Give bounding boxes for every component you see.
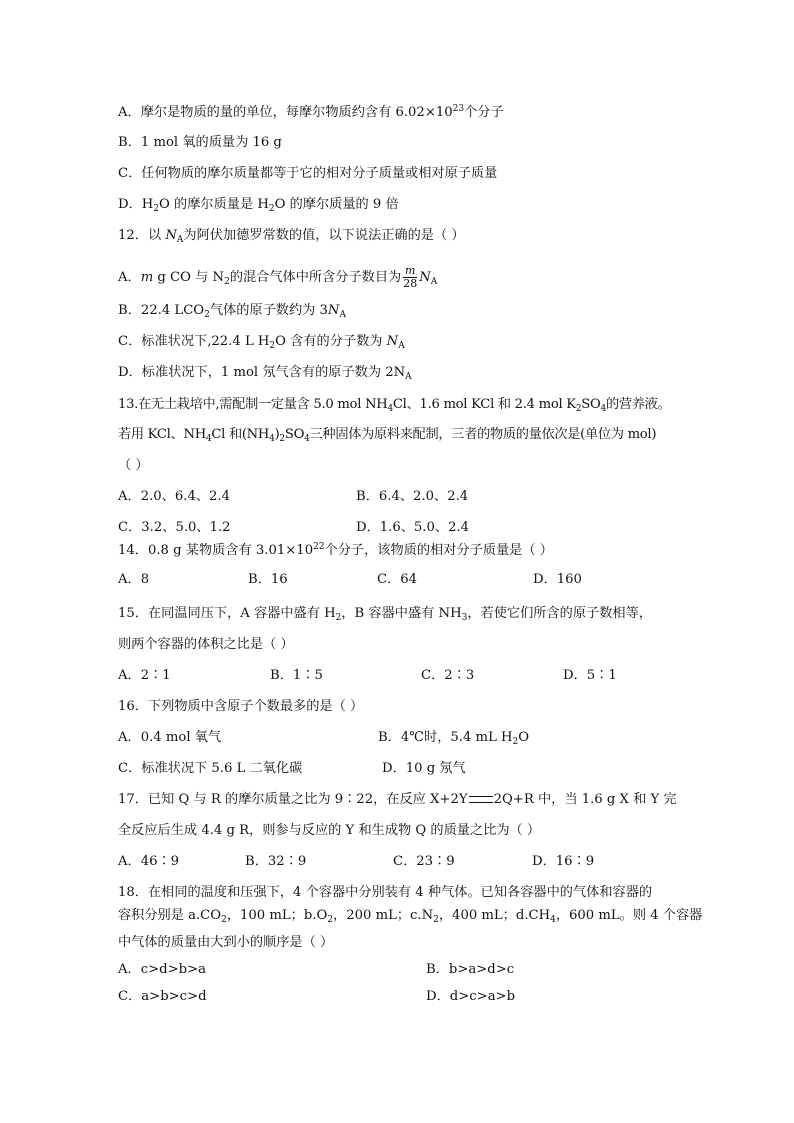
q13-option-d: D．1.6、5.0、2.4	[356, 520, 470, 535]
q15-stem-line2: 则两个容器的体积之比是（ ）	[118, 637, 294, 652]
q11-option-c: C．任何物质的摩尔质量都等于它的相对分子质量或相对原子质量	[118, 166, 498, 181]
q17-stem-line1: 17．已知 Q 与 R 的摩尔质量之比为 9∶22，在反应 X+2Y 2Q+R 中，当 1.6 g X 和 Y 完	[118, 792, 677, 807]
q13-option-a: A．2.0、6.4、2.4	[118, 489, 231, 504]
q13-option-b: B．6.4、2.0、2.4	[356, 489, 469, 504]
fraction-m-over-28: $\frac{m}{28}$	[403, 264, 418, 290]
q15-option-a: A．2∶1	[118, 668, 171, 683]
q16-option-a: A．0.4 mol 氧气	[118, 730, 222, 745]
q16-option-c: C．标准状况下 5.6 L 二氧化碳	[118, 761, 303, 776]
q15-option-b: B．1∶5	[270, 668, 323, 683]
q15-option-d: D．5∶1	[563, 668, 617, 683]
q18-option-c: C．a>b>c>d	[118, 989, 207, 1004]
equation-double-line	[469, 796, 493, 803]
q12-option-a: A．m g CO 与 $N_2$的混合气体中所含分子数目为 $\frac{m}{28}$ $N_A$	[118, 264, 438, 290]
q13-option-c: C．3.2、5.0、1.2	[118, 520, 231, 535]
q14-option-c: C．64	[377, 572, 418, 587]
q14-stem: 14．0.8 g 某物质含有 $3.01\times 10^{22}$个分子，该物质的相对分子质量是（ ）	[118, 542, 553, 558]
q16-stem: 16．下列物质中含原子个数最多的是（ ）	[118, 699, 364, 714]
q14-option-a: A．8	[118, 572, 150, 587]
q18-option-b: B．b>a>d>c	[426, 962, 515, 977]
q11-option-d: D．$H_2O$ 的摩尔质量是 $H_2O$ 的摩尔质量的 9 倍	[118, 197, 399, 214]
q17-option-b: B．32∶9	[245, 854, 307, 869]
q18-option-a: A．c>d>b>a	[118, 962, 206, 977]
q17-option-c: C．23∶9	[393, 854, 455, 869]
q17-option-d: D．16∶9	[532, 854, 595, 869]
q12-option-c: C．标准状况下,22.4 L $H_2O$ 含有的分子数为 $N_A$	[118, 334, 405, 351]
q12-option-b: B．22.4 $LCO_2$气体的原子数约为 $3N_A$	[118, 303, 346, 320]
q13-stem-line3: （ ）	[118, 458, 149, 473]
q18-stem-line2: 容积分别是 $a.CO_2$，100 mL；$b.O_2$，200 mL；$c.N_2$，400 mL；$d.CH_4$，600 mL。则 4 个容器	[118, 908, 703, 925]
q14-option-b: B．16	[248, 572, 288, 587]
q18-stem-line1: 18．在相同的温度和压强下，4 个容器中分别装有 4 种气体。已知各容器中的气体和容器的	[118, 885, 653, 900]
q11-option-b: B．1 mol 氧的质量为 16 g	[118, 135, 282, 150]
q12-option-d: D．标准状况下，1 mol 氖气含有的原子数为 $2N_A$	[118, 365, 412, 382]
q16-option-d: D．10 g 氖气	[382, 761, 466, 776]
q12-stem: 12．以 $N_A$为阿伏加德罗常数的值，以下说法正确的是（ ）	[118, 228, 465, 245]
q15-stem-line1: 15．在同温同压下，A 容器中盛有 $H_2$，B 容器中盛有 $NH_3$，若使它们所含的原子数相等，	[118, 606, 652, 623]
q17-stem-line2: 全反应后生成 4.4 g R，则参与反应的 Y 和生成物 Q 的质量之比为（ ）	[118, 823, 541, 838]
q14-option-d: D．160	[533, 572, 582, 587]
q18-stem-line3: 中气体的质量由大到小的顺序是（ ）	[118, 935, 334, 950]
q18-option-d: D．d>c>a>b	[426, 989, 516, 1004]
q11-option-a: A．摩尔是物质的量的单位，每摩尔物质约含有 $6.02\times 10^{23}$个分子	[118, 104, 504, 120]
q15-option-c: C．2∶3	[421, 668, 475, 683]
q13-stem-line1: 13.在无土栽培中,需配制一定量含 5.0 mol $NH_4Cl$、1.6 mol KCl 和 2.4 mol $K_2SO_4$的营养液。	[118, 397, 671, 414]
q13-stem-line2: 若用 KCl、$NH_4Cl$ 和$(NH_4)_2SO_4$三种固体为原料来配制，三者的物质的量依次是(单位为 mol)	[118, 427, 657, 444]
q17-option-a: A．46∶9	[118, 854, 180, 869]
q16-option-b: B．4℃时，5.4 mL $H_2O$	[378, 730, 530, 747]
